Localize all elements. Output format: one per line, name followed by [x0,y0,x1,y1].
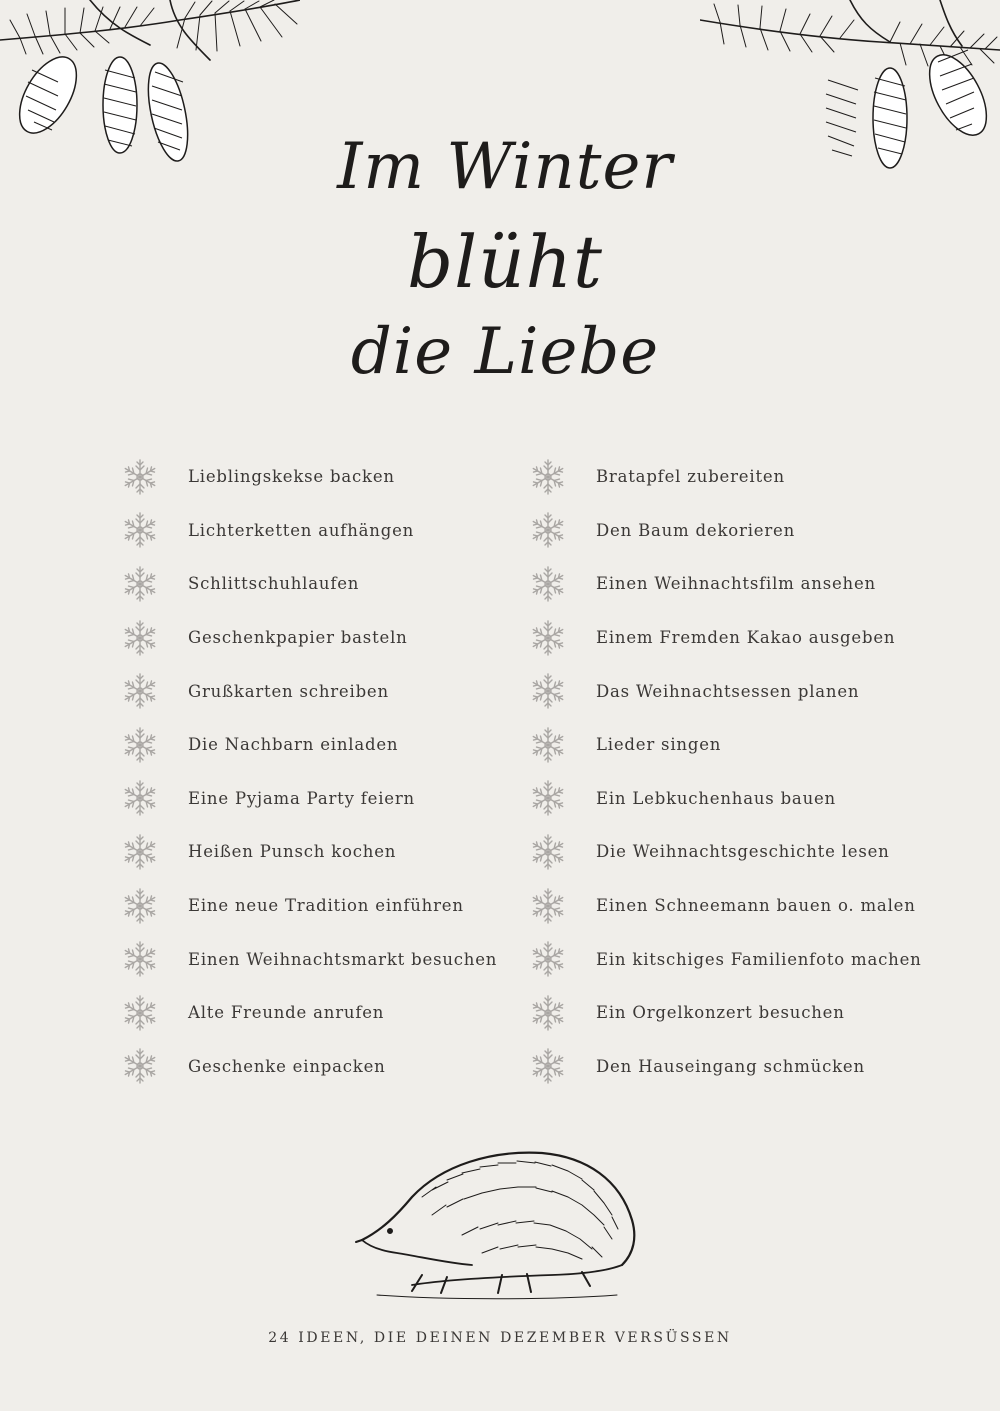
snowflake-icon [120,564,160,604]
list-item [528,557,928,611]
list-item-label: Ein Orgelkonzert besuchen [596,1003,845,1023]
list-item-label: Eine Pyjama Party feiern [188,788,415,808]
list-item-label: Den Hauseingang schmücken [596,1056,865,1076]
list-item-label: Einen Weihnachtsfilm ansehen [596,574,876,594]
list-item [528,772,928,826]
list-item [120,450,510,504]
snowflake-icon [120,939,160,979]
snowflake-icon [528,1046,568,1086]
hedgehog-icon [352,1135,648,1310]
snowflake-icon [528,510,568,550]
list-item [528,825,928,879]
snowflake-icon [528,618,568,658]
list-item-label: Eine neue Tradition einführen [188,896,464,916]
list-item [120,986,510,1040]
snowflake-icon [528,832,568,872]
footer-tagline: 24 IDEEN, DIE DEINEN DEZEMBER VERSÜSSEN [268,1330,732,1346]
list-item-label: Lieder singen [596,735,722,755]
snowflake-icon [528,993,568,1033]
snowflake-icon [528,886,568,926]
list-item [528,1040,928,1094]
snowflake-icon [120,1046,160,1086]
snowflake-icon [528,564,568,604]
snowflake-icon [120,886,160,926]
list-item-label: Einem Fremden Kakao ausgeben [596,628,896,648]
list-item-label: Einen Weihnachtsmarkt besuchen [188,949,498,969]
list-item [528,664,928,718]
title-line-2: blüht [407,220,603,304]
list-item-label: Bratapfel zubereiten [596,467,785,487]
snowflake-icon [120,725,160,765]
list-item [528,932,928,986]
snowflake-icon [528,939,568,979]
list-item-label: Einen Schneemann bauen o. malen [596,896,916,916]
list-item-label: Die Nachbarn einladen [188,735,399,755]
snowflake-icon [528,725,568,765]
list-item [528,504,928,558]
title-line-1: Im Winter [337,130,673,204]
list-item-label: Die Weihnachtsgeschichte lesen [596,842,890,862]
list-item-label: Grußkarten schreiben [188,681,389,701]
list-item [528,986,928,1040]
list-item [120,557,510,611]
list-item [528,450,928,504]
idea-list-right [528,450,928,1093]
list-item-label: Geschenkpapier basteln [188,628,408,648]
list-item [120,932,510,986]
snowflake-icon [120,510,160,550]
title-line-3: die Liebe [350,315,660,389]
list-item-label: Den Baum dekorieren [596,520,796,540]
list-item-label: Heißen Punsch kochen [188,842,397,862]
list-item [120,825,510,879]
title [290,120,720,410]
list-item-label: Schlittschuhlaufen [188,574,360,594]
list-item-label: Alte Freunde anrufen [188,1003,385,1023]
pine-branch-icon [0,0,300,175]
list-item-label: Lieblingskekse backen [188,467,395,487]
snowflake-icon [120,618,160,658]
idea-list-left [120,450,510,1093]
snowflake-icon [528,671,568,711]
list-item-label: Ein kitschiges Familienfoto machen [596,949,922,969]
list-item [120,611,510,665]
snowflake-icon [120,671,160,711]
list-item [120,879,510,933]
snowflake-icon [528,457,568,497]
list-item [120,1040,510,1094]
snowflake-icon [120,832,160,872]
list-item [120,504,510,558]
list-item [120,718,510,772]
list-item [120,772,510,826]
list-item [528,718,928,772]
snowflake-icon [120,457,160,497]
list-item [528,879,928,933]
list-item [528,611,928,665]
list-item [120,664,510,718]
pine-branch-icon [700,0,1000,200]
list-item-label: Das Weihnachtsessen planen [596,681,860,701]
list-item-label: Lichterketten aufhängen [188,520,415,540]
list-item-label: Geschenke einpacken [188,1056,386,1076]
snowflake-icon [528,778,568,818]
snowflake-icon [120,778,160,818]
snowflake-icon [120,993,160,1033]
list-item-label: Ein Lebkuchenhaus bauen [596,788,836,808]
